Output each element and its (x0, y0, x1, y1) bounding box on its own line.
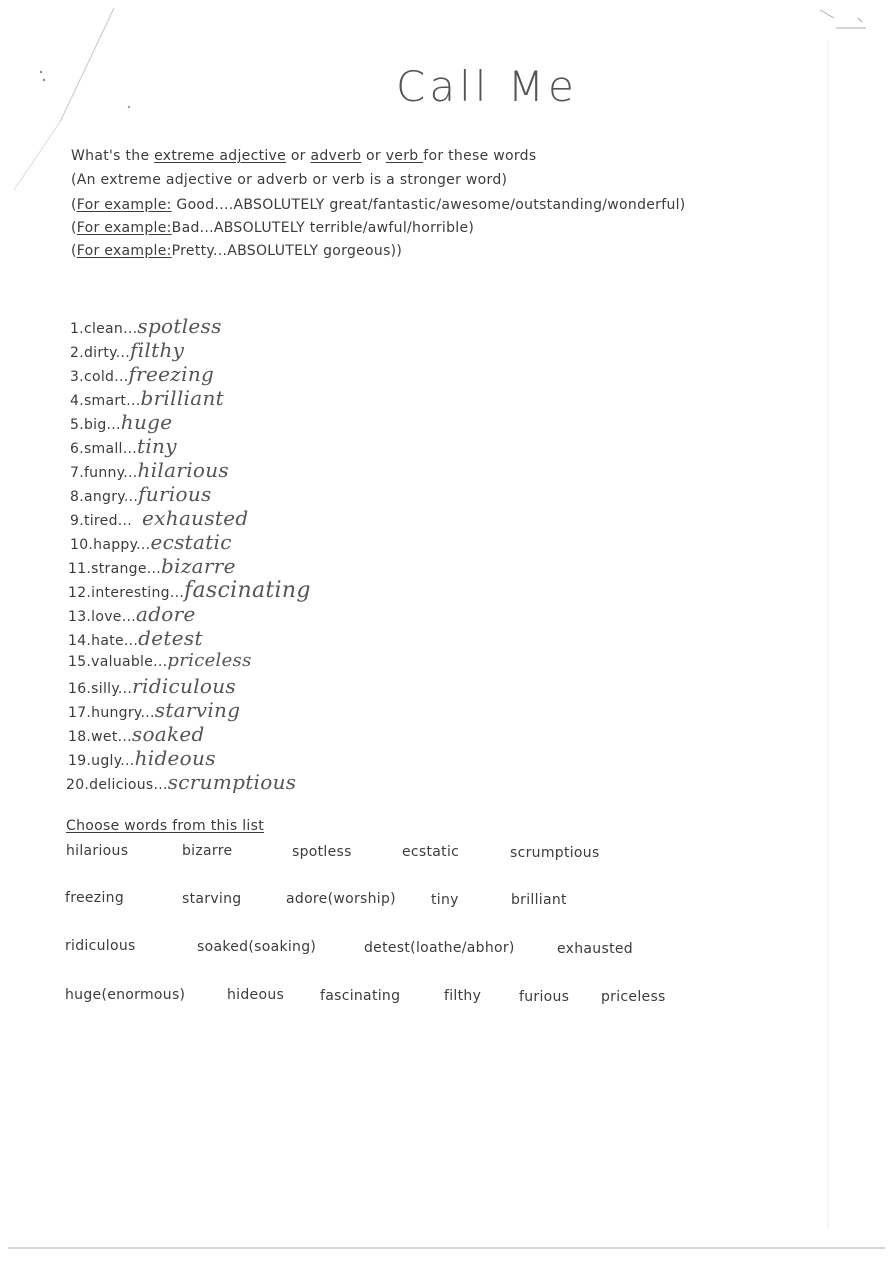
exercise-prompt: 16.silly... (68, 681, 133, 697)
word-bank-word: bizarre (182, 843, 233, 859)
exercise-item (70, 314, 222, 338)
example-paren: ( (71, 243, 77, 259)
exercise-item (68, 746, 216, 770)
exercise-item (68, 674, 236, 698)
example-label: For example: (76, 243, 172, 259)
word-bank-word: freezing (65, 890, 125, 906)
exercise-prompt: 14.hate... (68, 633, 139, 649)
exercise-item (70, 338, 184, 362)
term-extreme-adjective: extreme adjective (154, 148, 287, 164)
word-bank-word: brilliant (511, 892, 567, 908)
handwritten-answer: exhausted (142, 506, 249, 530)
word-bank-word: furious (519, 989, 570, 1005)
handwritten-answer: ecstatic (150, 530, 232, 554)
exercise-item (68, 578, 311, 603)
exercise-item (70, 410, 172, 434)
handwritten-answer: fascinating (184, 578, 311, 603)
word-bank-word: spotless (292, 844, 352, 860)
exercise-prompt: 2.dirty... (70, 345, 131, 361)
instruction-text: or (361, 148, 386, 164)
exercise-prompt: 3.cold... (70, 369, 129, 385)
instruction-text: or (286, 148, 311, 164)
word-bank-word: starving (182, 891, 242, 907)
word-bank-heading (66, 818, 264, 834)
example-text: Bad...ABSOLUTELY terrible/awful/horrible) (171, 220, 475, 236)
exercise-item (70, 530, 232, 554)
handwritten-answer: freezing (128, 362, 215, 386)
exercise-item (70, 386, 224, 410)
handwritten-answer: soaked (131, 722, 205, 746)
term-adverb: adverb (310, 148, 362, 164)
exercise-prompt: 11.strange... (68, 561, 162, 577)
exercise-prompt: 10.happy... (70, 537, 151, 553)
handwritten-answer: tiny (137, 434, 177, 458)
scan-mark-line-faint (14, 122, 60, 190)
word-bank-word: hideous (227, 987, 285, 1003)
handwritten-answer: huge (120, 410, 173, 434)
word-bank-word: exhausted (557, 941, 633, 957)
word-bank-word: detest(loathe/abhor) (364, 940, 515, 956)
term-verb: verb (385, 148, 424, 164)
exercise-prompt: 5.big... (70, 417, 121, 433)
word-bank-word: fascinating (320, 988, 401, 1004)
exercise-prompt: 8.angry... (70, 489, 139, 505)
word-bank-word: tiny (431, 892, 459, 908)
word-bank-heading-text: Choose words from this list (66, 818, 264, 834)
exercise-prompt: 6.small... (70, 441, 137, 457)
exercise-item (66, 770, 296, 794)
exercise-prompt: 17.hungry... (68, 705, 155, 721)
exercise-prompt: 13.love... (68, 609, 136, 625)
handwritten-answer: spotless (137, 314, 222, 338)
exercise-prompt: 7.funny... (70, 465, 138, 481)
instruction-text: What's the (71, 148, 155, 164)
handwritten-answer: starving (154, 698, 241, 722)
example-label: For example: (76, 220, 172, 236)
word-bank-word: filthy (444, 988, 482, 1004)
example-line (71, 197, 686, 213)
exercise-item (70, 506, 249, 530)
handwritten-answer: priceless (167, 650, 252, 671)
handwritten-answer: hideous (134, 746, 216, 770)
scan-mark-line (60, 8, 114, 122)
handwritten-answer: brilliant (140, 386, 224, 410)
page-title: Call Me (396, 62, 578, 111)
exercise-item (70, 362, 214, 386)
exercise-prompt: 20.delicious... (66, 777, 168, 793)
example-line (71, 220, 474, 236)
word-bank-word: adore(worship) (286, 891, 396, 907)
instruction-line-1 (71, 148, 536, 164)
exercise-item (70, 482, 212, 506)
exercise-prompt: 18.wet... (68, 729, 132, 745)
instruction-text: for these words (423, 148, 537, 164)
exercise-prompt: 15.valuable... (68, 654, 168, 670)
word-bank-word: hilarious (66, 843, 129, 859)
exercise-prompt: 9.tired... (70, 513, 133, 529)
exercise-item (68, 626, 203, 650)
word-bank-word: soaked(soaking) (197, 939, 317, 955)
word-bank-word: scrumptious (510, 845, 600, 861)
handwritten-answer: ridiculous (132, 674, 236, 698)
exercise-prompt: 12.interesting... (68, 585, 185, 601)
handwritten-answer: adore (135, 602, 196, 626)
exercise-prompt: 19.ugly... (68, 753, 135, 769)
example-text: Pretty...ABSOLUTELY gorgeous)) (171, 243, 403, 259)
handwritten-answer: filthy (130, 338, 185, 362)
exercise-item (70, 434, 177, 458)
handwritten-answer: hilarious (137, 458, 229, 482)
exercise-item (68, 650, 252, 671)
example-paren: ( (71, 220, 77, 236)
word-bank-word: priceless (601, 989, 666, 1005)
example-paren: ( (71, 197, 77, 213)
scan-dot (128, 106, 130, 108)
word-bank-word: ecstatic (402, 844, 460, 860)
exercise-prompt: 1.clean... (70, 321, 138, 337)
example-label: For example: (76, 197, 172, 213)
handwritten-answer: detest (138, 626, 203, 650)
exercise-item (68, 722, 205, 746)
exercise-item (68, 698, 240, 722)
handwritten-answer: furious (138, 482, 212, 506)
corner-fold-mark (820, 10, 866, 28)
word-bank-word: huge(enormous) (65, 987, 186, 1003)
word-bank-word: ridiculous (65, 938, 136, 954)
exercise-item (68, 554, 236, 578)
instruction-line-2: (An extreme adjective or adverb or verb is a stronger word) (71, 172, 508, 188)
example-line (71, 243, 402, 259)
handwritten-answer: bizarre (161, 554, 236, 578)
exercise-item (68, 602, 196, 626)
example-text: Good....ABSOLUTELY great/fantastic/awesome/outstanding/wonderful) (171, 197, 686, 213)
handwritten-answer: scrumptious (167, 770, 297, 794)
exercise-item (70, 458, 229, 482)
scan-dot (43, 79, 45, 81)
exercise-prompt: 4.smart... (70, 393, 141, 409)
scan-dot (40, 71, 42, 73)
